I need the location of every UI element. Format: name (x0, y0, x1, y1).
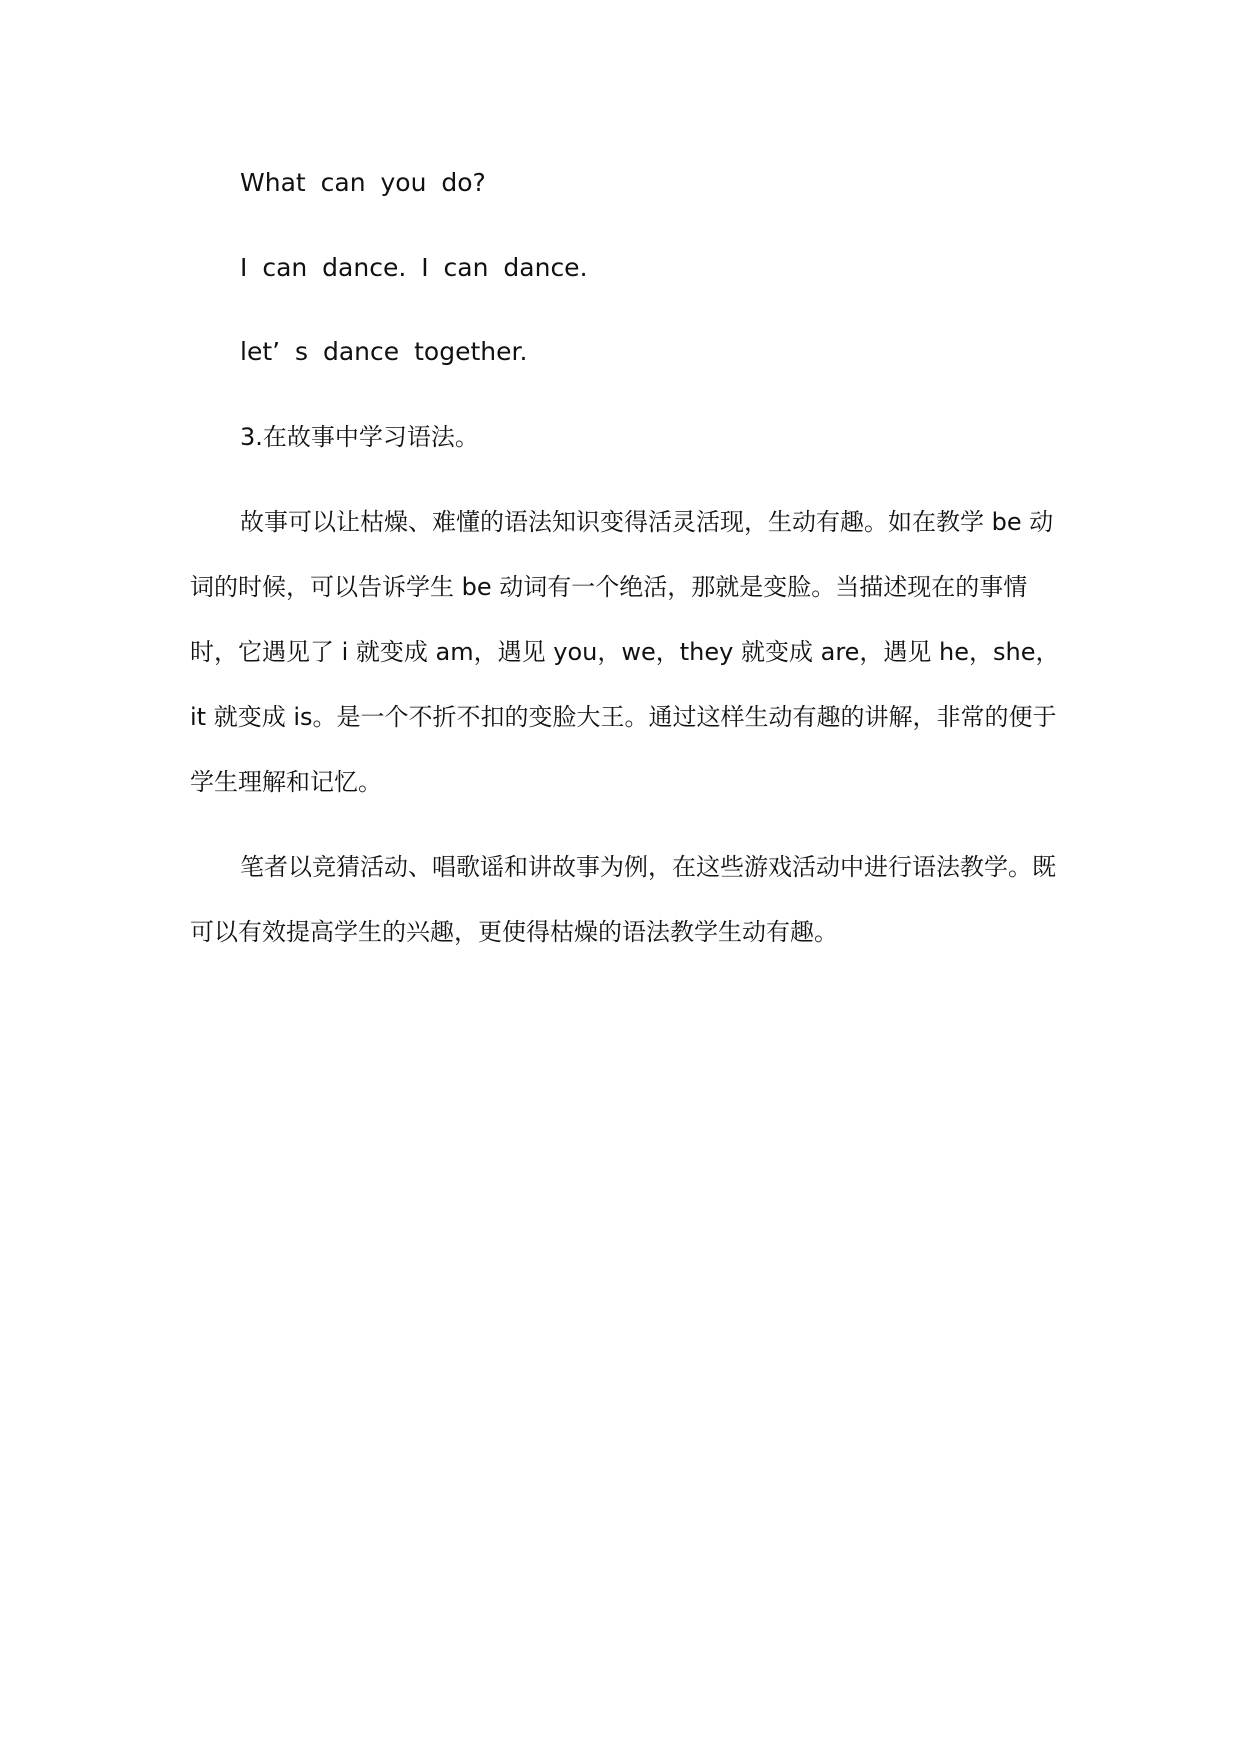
section-heading: 3.在故事中学习语法。 (240, 423, 479, 451)
song-line-2: I can dance. I can dance. (240, 253, 588, 282)
body-paragraph-2: 笔者以竞猜活动、唱歌谣和讲故事为例，在这些游戏活动中进行语法教学。既可以有效提高学生的兴趣，更使得枯燥的语法教学生动有趣。 (190, 853, 1056, 946)
song-line-3: let’ s dance together. (240, 337, 528, 366)
song-line-1: What can you do? (240, 168, 486, 197)
body-paragraph-1: 故事可以让枯燥、难懂的语法知识变得活灵活现，生动有趣。如在教学 be 动词的时候，可以告诉学生 be 动词有一个绝活，那就是变脸。当描述现在的事情时，它遇见了 i 就变成 am，遇见 you，we，they 就变成 are，遇见 he，she，it 就变成 is。是一个不折不扣的变脸大王。通过这样生动有趣的讲解，非常的便于学生理解和记忆。 (190, 508, 1060, 796)
